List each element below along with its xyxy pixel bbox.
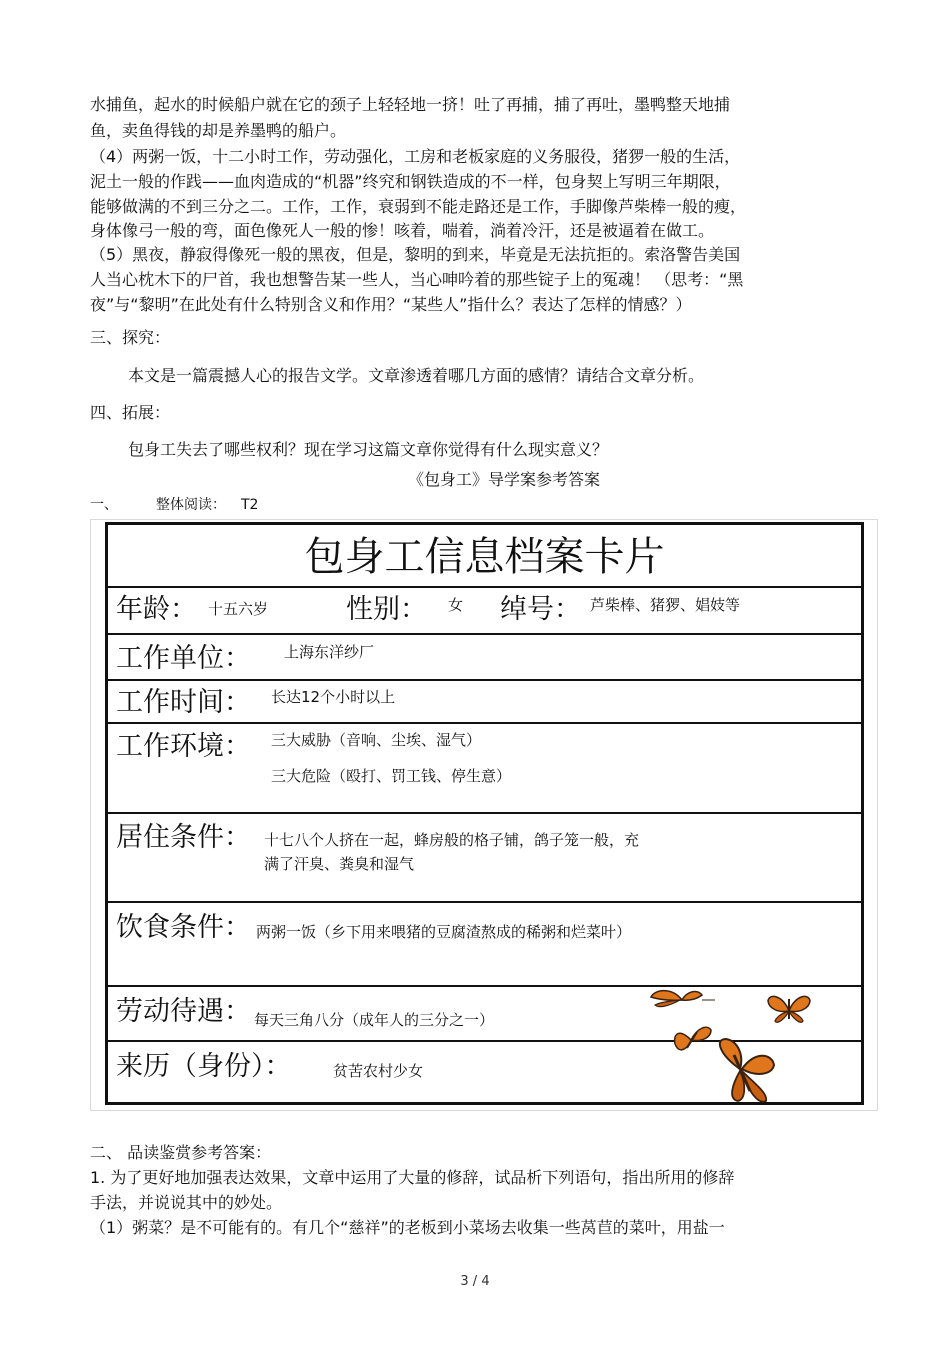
overall-reading-number: 一、	[90, 497, 118, 513]
food-label: 饮食条件：	[116, 912, 251, 943]
overall-reading-item: T2	[241, 497, 259, 513]
card-title: 包身工信息档案卡片	[304, 534, 665, 580]
card-divider	[108, 901, 861, 903]
text-line: （5）黑夜，静寂得像死一般的黑夜，但是，黎明的到来，毕竟是无法抗拒的。索洛警告美国	[90, 245, 741, 264]
text-line: （4）两粥一饭，十二小时工作，劳动强化，工房和老板家庭的义务服役，猪猡一般的生活，	[90, 147, 741, 166]
age-value: 十五六岁	[208, 600, 269, 618]
food-value: 两粥一饭（乡下用来喂猪的豆腐渣熬成的稀粥和烂菜叶）	[256, 923, 632, 941]
pay-label: 劳动待遇：	[116, 996, 251, 1027]
text-line: 手法，并说说其中的妙处。	[90, 1193, 283, 1212]
environment-value: 三大威胁（音响、尘埃、湿气）	[271, 731, 482, 749]
section-body-explore: 本文是一篇震撼人心的报告文学。文章渗透着哪几方面的感情？请结合文章分析。	[128, 366, 705, 385]
text-line: 夜”与“黎明”在此处有什么特别含义和作用？“某些人”指什么？表达了怎样的情感？）	[90, 295, 692, 314]
age-label: 年龄：	[116, 594, 197, 625]
text-line: 人当心枕木下的尸首，我也想警告某一些人，当心呻吟着的那些锭子上的冤魂！ （思考：“黑	[90, 270, 744, 289]
card-divider	[108, 722, 861, 724]
text-line: （1）粥菜？是不可能有的。有几个“慈祥”的老板到小菜场去收集一些莴苣的菜叶，用盐一	[90, 1218, 725, 1237]
gender-value: 女	[448, 596, 464, 614]
card-divider	[108, 679, 861, 681]
text-line: 身体像弓一般的弯，面色像死人一般的惨！咳着，喘着，淌着冷汗，还是被逼着在做工。	[90, 221, 715, 240]
pay-value: 每天三角八分（成年人的三分之一）	[254, 1011, 495, 1029]
environment-value: 三大危险（殴打、罚工钱、停生意）	[271, 767, 512, 785]
text-line: 鱼，卖鱼得钱的却是养墨鸭的船户。	[90, 121, 347, 140]
section-body-extend: 包身工失去了哪些权利？现在学习这篇文章你觉得有什么现实意义？	[128, 440, 609, 459]
living-value: 十七八个人挤在一起，蜂房般的格子铺，鸽子笼一般，充	[264, 831, 640, 849]
text-line: 二、 品读鉴赏参考答案：	[90, 1143, 272, 1162]
page-number: 3 / 4	[460, 1274, 490, 1289]
section-heading-explore: 三、探究：	[90, 328, 171, 347]
living-label: 居住条件：	[116, 822, 251, 853]
nickname-label: 绰号：	[500, 594, 581, 625]
employer-label: 工作单位：	[116, 643, 251, 674]
answer-title: 《包身工》导学案参考答案	[408, 470, 601, 489]
text-line: 水捕鱼，起水的时候船户就在它的颈子上轻轻地一挤！吐了再捕，捕了再吐，墨鸭整天地捕	[90, 95, 731, 114]
card-divider	[108, 633, 861, 635]
info-card	[105, 522, 864, 1105]
butterfly-icon	[710, 1035, 780, 1107]
card-divider	[108, 586, 861, 588]
section-heading-extend: 四、拓展：	[90, 403, 171, 422]
employer-value: 上海东洋纱厂	[284, 643, 375, 661]
living-value: 满了汗臭、粪臭和湿气	[264, 855, 415, 873]
text-line: 泥土一般的作践——血肉造成的“机器”终究和钢铁造成的不一样，包身契上写明三年期限，	[90, 172, 731, 191]
hours-value: 长达12个小时以上	[271, 688, 396, 706]
overall-reading-label: 整体阅读：	[156, 497, 226, 513]
gender-label: 性别：	[346, 594, 427, 625]
card-divider	[108, 985, 861, 987]
butterfly-icon	[765, 989, 813, 1029]
text-line: 能够做满的不到三分之二。工作，工作，衰弱到不能走路还是工作，手脚像芦柴棒一般的瘦，	[90, 197, 747, 216]
environment-label: 工作环境：	[116, 731, 251, 762]
origin-value: 贫苦农村少女	[333, 1062, 424, 1080]
text-line: 1. 为了更好地加强表达效果，文章中运用了大量的修辞，试品析下列语句，指出所用的修辞	[90, 1168, 735, 1187]
origin-label: 来历（身份）：	[116, 1051, 292, 1082]
hours-label: 工作时间：	[116, 687, 251, 718]
butterfly-icon	[671, 1020, 715, 1060]
nickname-value: 芦柴棒、猪猡、娼妓等	[590, 596, 741, 614]
butterfly-icon	[647, 985, 717, 1015]
card-divider	[108, 812, 861, 814]
